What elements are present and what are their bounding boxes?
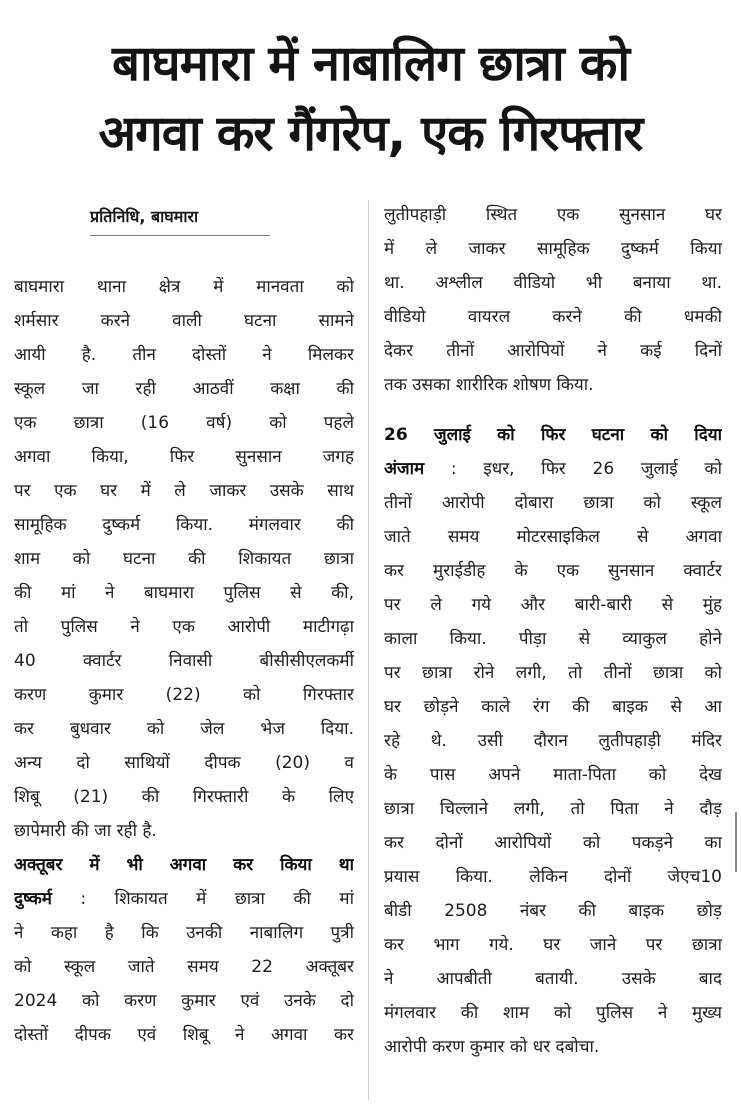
- right-column-line: मंगलवार की शाम को पुलिस ने मुख्य: [384, 1003, 722, 1023]
- left-column-line: शर्मसार करने वाली घटना सामने: [14, 311, 354, 331]
- left-column-line: तो पुलिस ने एक आरोपी माटीगढ़ा: [14, 617, 354, 637]
- left-column-line: एक छात्रा (16 वर्ष) को पहले: [14, 413, 354, 433]
- left-column-line: शिबू (21) की गिरफ्तारी के लिए: [14, 787, 354, 807]
- right-column-line: देकर तीनों आरोपियों ने कई दिनों: [384, 341, 722, 361]
- headline-line-1: बाघमारा में नाबालिग छात्रा को: [111, 35, 630, 93]
- headline-line-2: अगवा कर गैंगरेप, एक गिरफ्तार: [98, 105, 643, 163]
- left-column-line: आयी है. तीन दोस्तों ने मिलकर: [14, 345, 354, 365]
- right-column-line: तक उसका शारीरिक शोषण किया.: [384, 375, 594, 395]
- left-column-line: की मां ने बाघमारा पुलिस से की,: [14, 583, 354, 603]
- left-column-line: शाम को घटना की शिकायत छात्रा: [14, 549, 354, 569]
- right-column-line: वीडियो वायरल करने की धमकी: [384, 307, 722, 327]
- left-column-line: पर एक घर में ले जाकर उसके साथ: [14, 481, 354, 501]
- left-column-line: सामूहिक दुष्कर्म किया. मंगलवार की: [14, 515, 354, 535]
- right-column-line: में ले जाकर सामूहिक दुष्कर्म किया: [384, 239, 722, 259]
- left-column-line: दोस्तों दीपक एवं शिबू ने अगवा कर: [14, 1025, 354, 1045]
- right-column-line: काला किया. पीड़ा से व्याकुल होने: [384, 629, 722, 649]
- left-column-line: ने कहा है कि उनकी नाबालिग पुत्री: [14, 923, 354, 943]
- right-subhead: 26 जुलाई को फिर घटना को दिया: [384, 425, 722, 445]
- right-column-line: था. अश्लील वीडियो भी बनाया था.: [384, 273, 722, 293]
- left-subhead: अक्तूबर में भी अगवा कर किया था: [14, 855, 354, 875]
- left-column-line: करण कुमार (22) को गिरफ्तार: [14, 685, 354, 705]
- right-column-line: कर भाग गये. घर जाने पर छात्रा: [384, 935, 722, 955]
- right-column-line: रहे थे. उसी दौरान लुतीपहाड़ी मंदिर: [384, 731, 722, 751]
- right-column-line: कर दोनों आरोपियों को पकड़ने का: [384, 833, 722, 853]
- right-column-line: पर ले गये और बारी-बारी से मुंह: [384, 595, 722, 615]
- right-column-line: बीडी 2508 नंबर की बाइक छोड़: [384, 901, 722, 921]
- left-subhead-lead: दुष्कर्म: [14, 889, 52, 909]
- right-subhead-rest: : इधर, फिर 26 जुलाई को: [424, 459, 722, 479]
- left-column-line: कर बुधवार को जेल भेज दिया.: [14, 719, 354, 739]
- right-column-line: आरोपी करण कुमार को धर दबोचा.: [384, 1037, 600, 1057]
- left-column-line: को स्कूल जाते समय 22 अक्तूबर: [14, 957, 354, 977]
- right-column-line: तीनों आरोपी दोबारा छात्रा को स्कूल: [384, 493, 722, 513]
- right-column-line: छात्रा चिल्लाने लगी, तो पिता ने दौड़: [384, 799, 722, 819]
- right-column-line: प्रयास किया. लेकिन दोनों जेएच10: [384, 867, 722, 887]
- left-column-line: अगवा किया, फिर सुनसान जगह: [14, 447, 354, 467]
- right-column-line: लुतीपहाड़ी स्थित एक सुनसान घर: [384, 205, 722, 225]
- left-column-line: 40 क्वार्टर निवासी बीसीसीएलकर्मी: [14, 651, 354, 671]
- right-column-line: जाते समय मोटरसाइकिल से अगवा: [384, 527, 722, 547]
- left-column-line: बाघमारा थाना क्षेत्र में मानवता को: [14, 277, 354, 297]
- right-column-line: के पास अपने माता-पिता को देख: [384, 765, 722, 785]
- byline: प्रतिनिधि, बाघमारा: [90, 205, 270, 236]
- right-column-line: घर छोड़ने काले रंग की बाइक से आ: [384, 697, 722, 717]
- left-column-line: छापेमारी की जा रही है.: [14, 821, 157, 841]
- right-column-line: कर मुराईडीह के एक सुनसान क्वार्टर: [384, 561, 722, 581]
- headline: [0, 29, 741, 169]
- page-edge-mark: [735, 812, 737, 872]
- left-column-line: 2024 को करण कुमार एवं उनके दो: [14, 991, 354, 1011]
- left-subhead-rest: : शिकायत में छात्रा की मां: [51, 889, 354, 909]
- left-column-line: स्कूल जा रही आठवीं कक्षा की: [14, 379, 354, 399]
- right-subhead-lead: अंजाम: [384, 459, 425, 479]
- right-subhead-line: [384, 454, 722, 484]
- right-column-line: पर छात्रा रोने लगी, तो तीनों छात्रा को: [384, 663, 722, 683]
- left-subhead-line: [14, 884, 354, 914]
- right-column-line: ने आपबीती बतायी. उसके बाद: [384, 969, 722, 989]
- left-column-line: अन्य दो साथियों दीपक (20) व: [14, 753, 354, 773]
- column-divider: [368, 200, 369, 1100]
